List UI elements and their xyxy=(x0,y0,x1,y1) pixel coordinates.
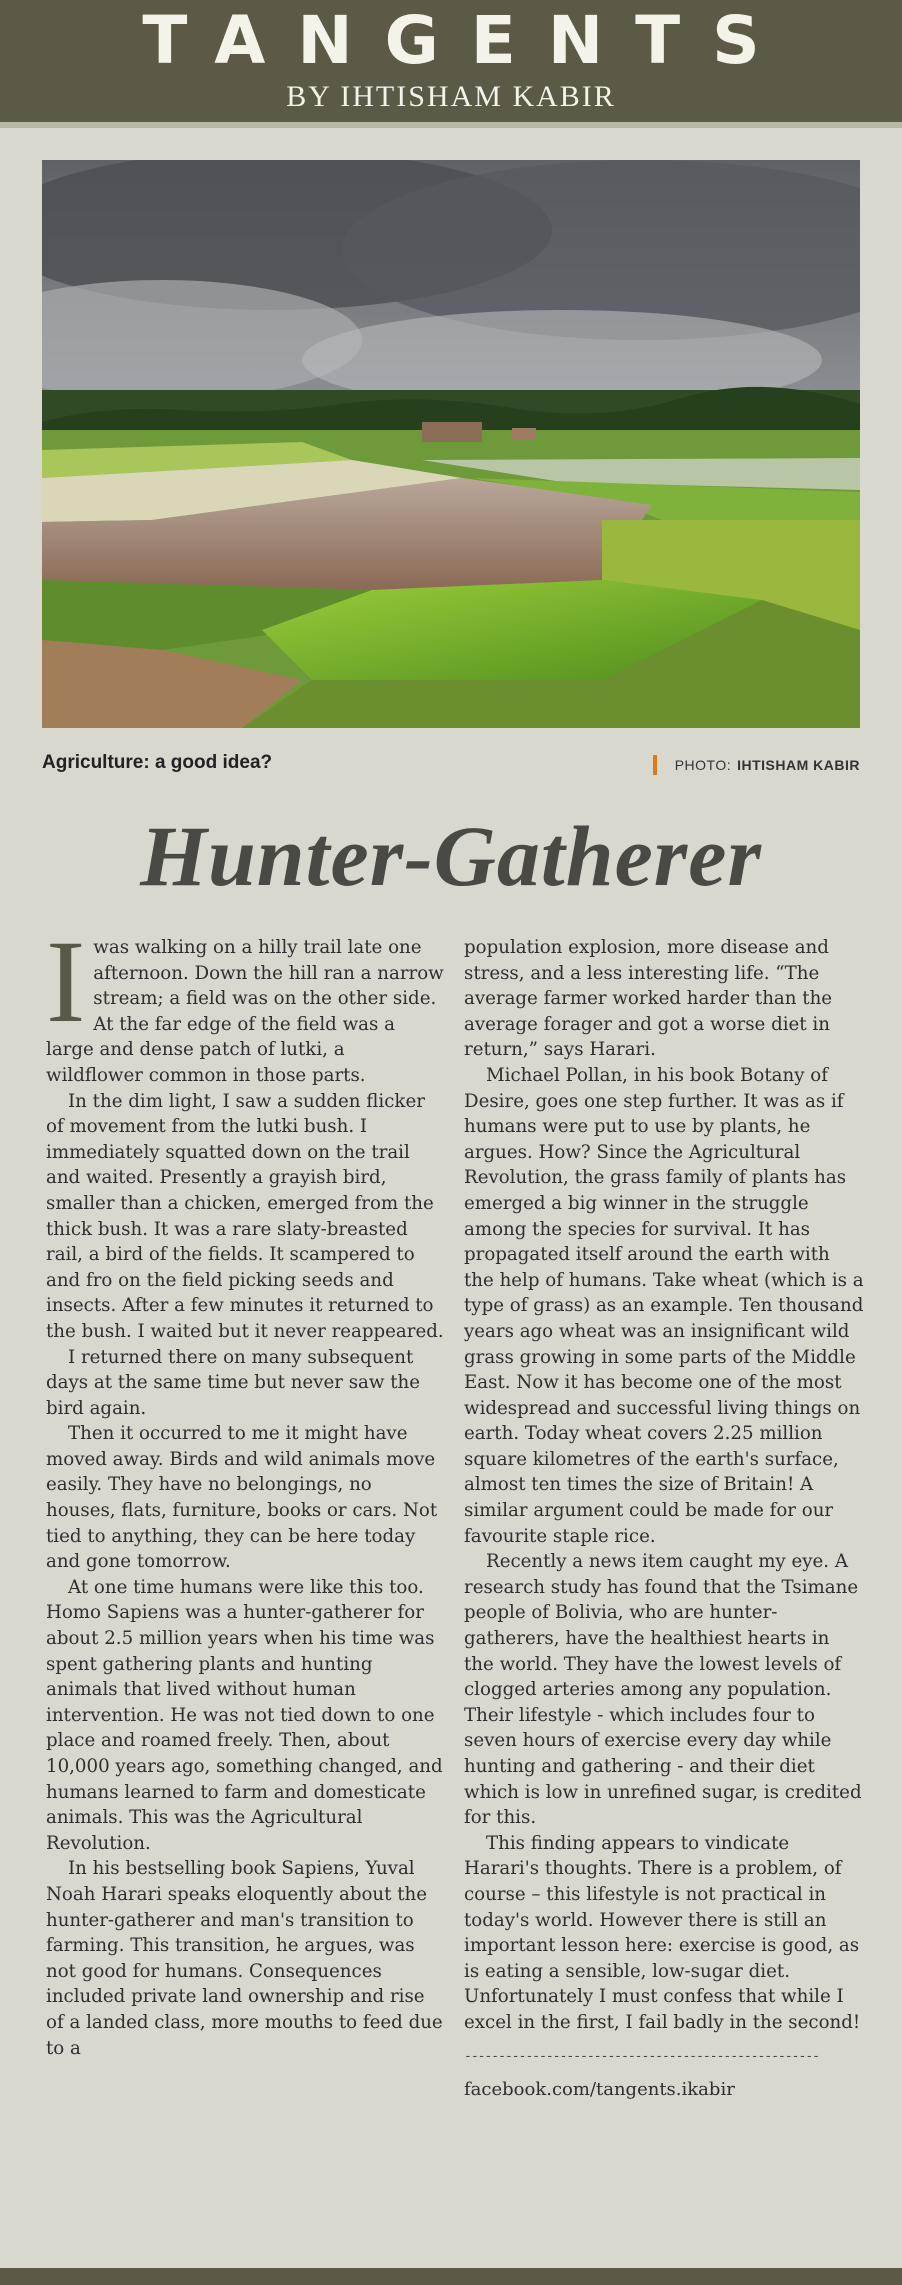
paragraph: Michael Pollan, in his book Botany of Desire, goes one step further. It was as if humans were put to use by plants, he argues. How? Since the Agricultural Revolution, the grass family of plants has emerged a big winner in the struggle among the species for survival. It has propagated itself around the earth with the help of humans. Take wheat (which is a type of grass) as an example. Ten thousand years ago wheat was an insignificant wild grass growing in some parts of the Middle East. Now it has become one of the most widespread and successful living things on earth. Today wheat covers 2.25 million square kilometres of the earth's surface, almost ten times the size of Britain! A similar argument could be made for our favourite staple rice. xyxy=(464,1064,864,1547)
credit-accent-bar xyxy=(653,755,657,775)
paragraph: In the dim light, I saw a sudden flicker of movement from the lutki bush. I immediately squatted down on the trail and waited. Presently a grayish bird, smaller than a chicken, emerged from the thick bush. It was a rare slaty-breasted rail, a bird of the fields. It scampered to and fro on the field picking seeds and insects. After a few minutes it returned to the bush. I waited but it never reappeared. xyxy=(46,1090,444,1342)
paragraph: Then it occurred to me it might have moved away. Birds and wild animals move easily. They have no belongings, no houses, flats, furniture, books or cars. Not tied to anything, they can be here today and gone tomorrow. xyxy=(46,1423,438,1573)
photo-credit xyxy=(653,755,860,775)
paragraph: I returned there on many subsequent days at the same time but never saw the bird again. xyxy=(46,1346,421,1419)
byline: BY IHTISHAM KABIR xyxy=(286,80,616,113)
separator-line: ---------------------------------------------------- xyxy=(464,2048,819,2064)
facebook-link[interactable]: facebook.com/tangents.ikabir xyxy=(464,2079,735,2101)
masthead xyxy=(0,0,902,122)
paragraph: This finding appears to vindicate Harari's thoughts. There is a problem, of course – this lifestyle is not practical in today's world. However there is still an important lesson here: exercise is good, as is eating a sensible, low-sugar diet. Unfortunately I must confess that while I excel in the first, I fail badly in the second! xyxy=(464,1832,861,2033)
article-headline: Hunter-Gatherer xyxy=(140,808,762,904)
paragraph-text: was walking on a hilly trail late one afternoon. Down the hill ran a narrow stream; a field was on the other side. At the far edge of the field was a large and dense patch of lutki, a wildflower common in those parts. xyxy=(46,937,444,1086)
article-column-left xyxy=(46,916,446,2061)
paragraph xyxy=(46,916,446,1089)
drop-cap: I xyxy=(46,916,86,1047)
paragraph: At one time humans were like this too. Homo Sapiens was a hunter-gatherer for about 2.5 million years when his time was spent gathering plants and hunting animals that lived without human intervention. He was not tied down to one place and roamed freely. Then, about 10,000 years ago, something changed, and humans learned to farm and domesticate animals. This was the Agricultural Revolution. xyxy=(46,1576,443,1854)
paragraph: In his bestselling book Sapiens, Yuval Noah Harari speaks eloquently about the hunter-gatherer and man's transition to farming. This transition, he argues, was not good for humans. Consequences included private land ownership and rise of a landed class, more mouths to feed due to a xyxy=(46,1858,443,2059)
column-title: TANGENTS xyxy=(142,2,792,79)
paragraph: Recently a news item caught my eye. A research study has found that the Tsimane people of Bolivia, who are hunter-gatherers, have the healthiest hearts in the world. They have the lowest levels of clogged arteries among any population. Their lifestyle - which includes four to seven hours of exercise every day while hunting and gathering - and their diet which is low in unrefined sugar, is credited for this. xyxy=(464,1551,862,1829)
photo-caption: Agriculture: a good idea? xyxy=(42,752,273,773)
masthead-rule xyxy=(0,122,902,128)
credit-name: IHTISHAM KABIR xyxy=(737,757,860,773)
article-column-right xyxy=(464,935,864,2103)
paragraph: population explosion, more disease and stress, and a less interesting life. “The average farmer worked harder than the average forager and got a worse diet in return,” says Harari. xyxy=(464,937,833,1061)
footer-rule xyxy=(0,2268,902,2285)
landscape-photo xyxy=(42,160,860,728)
rice-field-photo xyxy=(42,160,860,728)
credit-label: PHOTO: xyxy=(674,757,732,773)
